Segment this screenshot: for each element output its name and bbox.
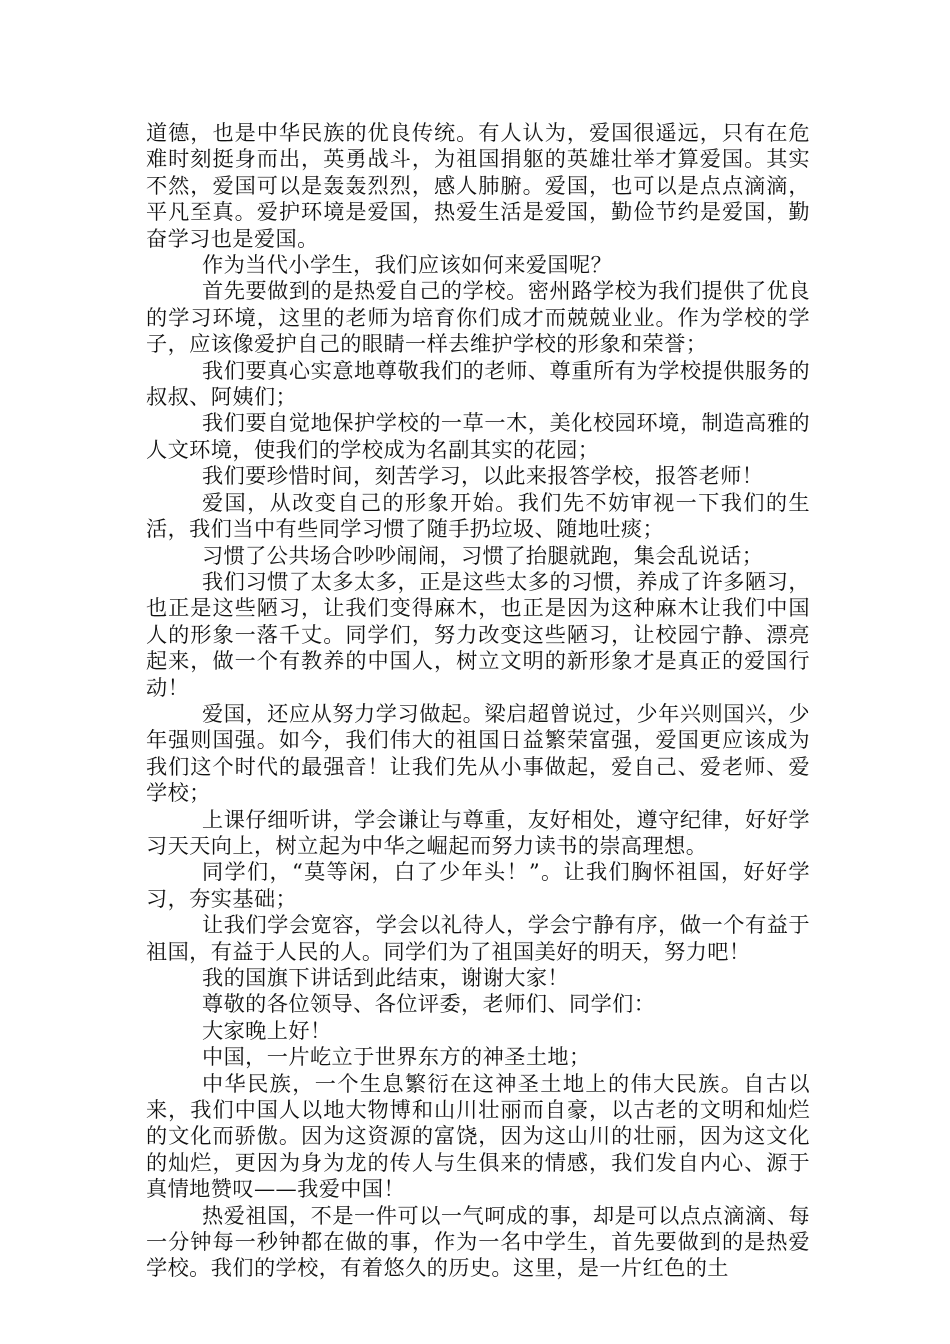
paragraph-13: 让我们学会宽容，学会以礼待人，学会宁静有序，做一个有益于祖国，有益于人民的人。同学们为了祖国美好的明天，努力吧！ [146, 912, 810, 964]
paragraph-19: 热爱祖国，不是一件可以一气呵成的事，却是可以点点滴滴、每一分钟每一秒钟都在做的事，作为一名中学生，首先要做到的是热爱学校。我们的学校，有着悠久的历史。这里，是一片红色的土 [146, 1202, 810, 1281]
paragraph-15: 尊敬的各位领导、各位评委，老师们、同学们： [202, 991, 656, 1017]
paragraph-17: 中国，一片屹立于世界东方的神圣土地； [202, 1044, 591, 1070]
paragraph-4: 我们要真心实意地尊敬我们的老师、尊重所有为学校提供服务的叔叔、阿姨们； [146, 357, 810, 410]
paragraph-5: 我们要自觉地保护学校的一草一木，美化校园环境，制造高雅的人文环境，使我们的学校成为名副其实的花园； [146, 410, 810, 462]
paragraph-11: 上课仔细听讲，学会谦让与尊重，友好相处，遵守纪律，好好学习天天向上，树立起为中华之崛起而努力读书的崇高理想。 [146, 806, 810, 858]
paragraph-7: 爱国，从改变自己的形象开始。我们先不妨审视一下我们的生活，我们当中有些同学习惯了随手扔垃圾、随地吐痰； [146, 489, 810, 542]
paragraph-12: 同学们，“莫等闲，白了少年头！”。让我们胸怀祖国，好好学习，夯实基础； [146, 859, 810, 911]
paragraph-10: 爱国，还应从努力学习做起。梁启超曾说过，少年兴则国兴，少年强则国强。如今，我们伟大的祖国日益繁荣富强，爱国更应该成为我们这个时代的最强音！让我们先从小事做起，爱自己、爱老师、爱学校； [146, 700, 810, 806]
paragraph-2: 作为当代小学生，我们应该如何来爱国呢？ [202, 252, 613, 278]
paragraph-14: 我的国旗下讲话到此结束，谢谢大家！ [202, 965, 569, 990]
paragraph-18: 中华民族，一个生息繁衍在这神圣土地上的伟大民族。自古以来，我们中国人以地大物博和山川壮丽而自豪，以古老的文明和灿烂的文化而骄傲。因为这资源的富饶，因为这山川的壮丽，因为这文化的灿烂，更因为身为龙的传人与生俱来的情感，我们发自内心、源于真情地赞叹——我爱中国！ [146, 1070, 810, 1202]
paragraph-9: 我们习惯了太多太多，正是这些太多的习惯，养成了许多陋习，也正是这些陋习，让我们变得麻木，也正是因为这种麻木让我们中国人的形象一落千丈。同学们，努力改变这些陋习，让校园宁静、漂亮起来，做一个有教养的中国人，树立文明的新形象才是真正的爱国行动！ [146, 568, 810, 700]
document-page [146, 120, 810, 1282]
paragraph-1: 道德，也是中华民族的优良传统。有人认为，爱国很遥远，只有在危难时刻挺身而出，英勇战斗，为祖国捐躯的英雄壮举才算爱国。其实不然，爱国可以是轰轰烈烈，感人肺腑。爱国，也可以是点点滴滴，平凡至真。爱护环境是爱国，热爱生活是爱国，勤俭节约是爱国，勤奋学习也是爱国。 [146, 120, 810, 251]
paragraph-8: 习惯了公共场合吵吵闹闹，习惯了抬腿就跑，集会乱说话； [202, 542, 764, 568]
paragraph-6: 我们要珍惜时间，刻苦学习，以此来报答学校，报答老师！ [202, 463, 764, 489]
paragraph-3: 首先要做到的是热爱自己的学校。密州路学校为我们提供了优良的学习环境，这里的老师为培育你们成才而兢兢业业。作为学校的学子，应该像爱护自己的眼睛一样去维护学校的形象和荣誉； [146, 278, 810, 357]
paragraph-16: 大家晚上好！ [202, 1017, 332, 1043]
